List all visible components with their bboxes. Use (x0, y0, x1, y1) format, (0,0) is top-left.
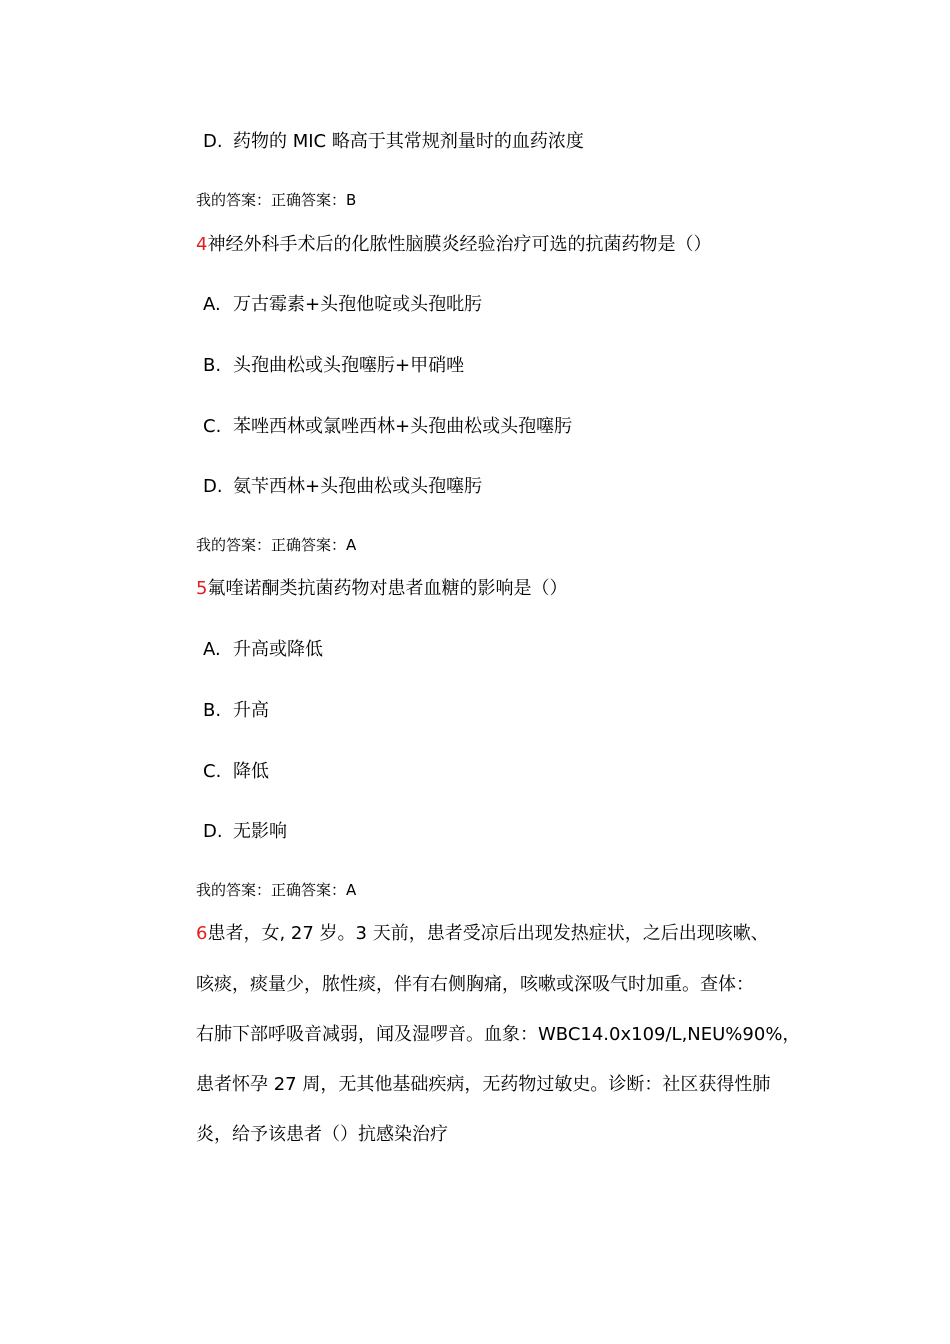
q5-option-c (203, 763, 269, 781)
q4-option-d (203, 478, 482, 496)
option-text: 万古霉素+头孢他啶或头孢吡肟 (233, 294, 483, 315)
q5-option-d (203, 823, 287, 841)
q5-option-b (203, 702, 269, 720)
option-text: 头孢曲松或头孢噻肟+甲硝唑 (233, 355, 465, 376)
q6-stem-line-5: 炎，给予该患者（）抗感染治疗 (196, 1124, 448, 1145)
option-letter: C. (203, 761, 222, 782)
q3-answer: 我的答案：正确答案：B (196, 191, 357, 209)
option-text: 降低 (233, 761, 269, 782)
option-letter: A. (203, 294, 221, 315)
q4-stem (196, 236, 711, 254)
option-letter: D. (203, 476, 223, 497)
q6-stem-line-1 (196, 925, 769, 943)
option-text: 升高或降低 (233, 639, 323, 660)
option-letter: B. (203, 700, 222, 721)
option-text: 苯唑西林或氯唑西林+头孢曲松或头孢噻肟 (233, 416, 573, 437)
q5-stem (196, 580, 567, 598)
q5-answer: 我的答案：正确答案：A (196, 881, 357, 899)
option-letter: D. (203, 131, 223, 152)
question-number: 5 (196, 578, 208, 599)
q4-option-a (203, 296, 482, 314)
q6-stem-line-3: 右肺下部呼吸音减弱，闻及湿啰音。血象：WBC14.0x109/L,NEU%90%， (196, 1024, 801, 1045)
q3-option-d (203, 133, 584, 151)
option-letter: A. (203, 639, 221, 660)
q4-option-b (203, 357, 464, 375)
q6-stem-line-2: 咳痰，痰量少，脓性痰，伴有右侧胸痛，咳嗽或深吸气时加重。查体： (196, 974, 754, 995)
question-text: 氟喹诺酮类抗菌药物对患者血糖的影响是（） (207, 578, 568, 599)
question-text: 神经外科手术后的化脓性脑膜炎经验治疗可选的抗菌药物是（） (207, 234, 712, 255)
q4-answer: 我的答案：正确答案：A (196, 536, 357, 554)
option-text: 无影响 (233, 821, 287, 842)
q6-stem-line-4: 患者怀孕 27 周，无其他基础疾病，无药物过敏史。诊断：社区获得性肺 (196, 1074, 771, 1095)
question-number: 6 (196, 923, 208, 944)
option-text: 氨苄西林+头孢曲松或头孢噻肟 (233, 476, 483, 497)
q5-option-a (203, 641, 323, 659)
question-number: 4 (196, 234, 208, 255)
option-letter: D. (203, 821, 223, 842)
question-text: 患者，女, 27 岁。3 天前，患者受凉后出现发热症状，之后出现咳嗽、 (207, 923, 769, 944)
option-letter: B. (203, 355, 222, 376)
option-text: 药物的 MIC 略高于其常规剂量时的血药浓度 (233, 131, 584, 152)
option-text: 升高 (233, 700, 269, 721)
option-letter: C. (203, 416, 222, 437)
q4-option-c (203, 418, 572, 436)
